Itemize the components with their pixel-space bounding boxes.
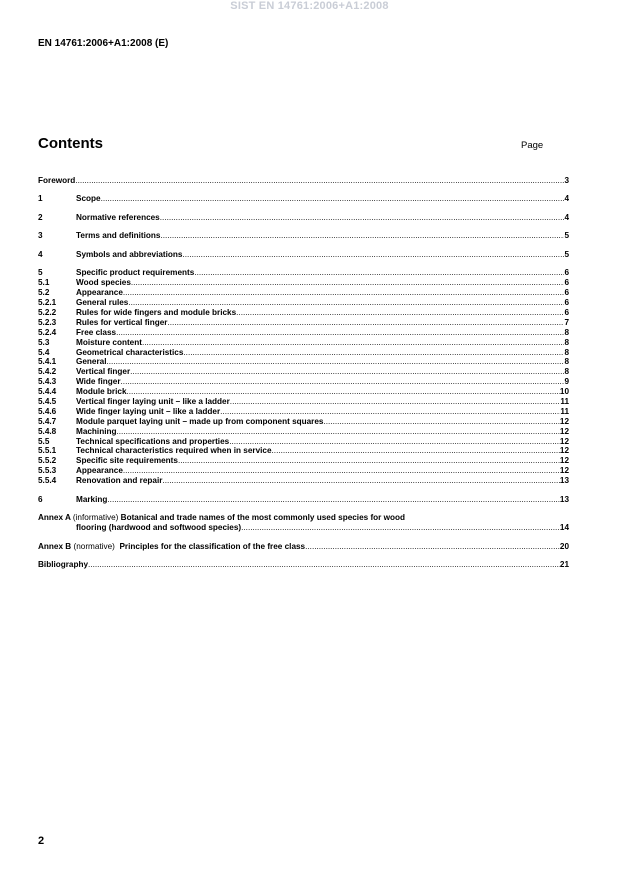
toc-entry-annex-b[interactable] [38,542,569,552]
toc-entry-title: Vertical finger laying unit – like a ladder [76,397,230,406]
toc-entry[interactable] [38,437,569,447]
toc-entry-title: Wide finger laying unit – like a ladder [76,406,221,416]
toc-entry-title: Free class [76,327,117,337]
annex-label: Annex B [38,541,72,551]
toc-entry[interactable] [38,357,569,367]
toc-entry-title: Appearance [76,466,123,476]
toc-entry-title: Module brick [76,387,127,397]
annex-label: Annex A [38,513,71,523]
toc-entry-page: 9 [564,377,569,387]
toc-entry-page: 6 [564,268,569,278]
toc-entry-number: 1 [38,194,43,204]
toc-leader-dots [116,328,564,338]
toc-leader-dots [107,495,559,505]
toc-entry[interactable] [38,308,569,318]
toc-entry[interactable] [38,318,569,328]
toc-entry-page: 12 [559,416,569,426]
toc-leader-dots [178,456,560,466]
toc-entry-page: 6 [564,298,569,308]
toc-entry[interactable] [38,397,569,407]
toc-entry[interactable] [38,476,569,486]
toc-entry-number: 5.4 [38,347,50,357]
toc-entry-page: 12 [559,466,569,476]
toc-entry-title: General [76,357,107,367]
toc-entry-number: 2 [38,212,43,222]
toc-entry-title: Normative references [76,212,160,222]
toc-entry[interactable] [38,250,569,260]
toc-entry-number: 5.2 [38,288,50,298]
toc-entry[interactable] [38,417,569,427]
toc-leader-dots [160,213,565,223]
toc-entry[interactable] [38,288,569,298]
toc-entry-page: 3 [564,176,569,185]
toc-entry-title: Symbols and abbreviations [76,249,183,259]
toc-leader-dots [131,278,565,288]
toc-entry-page: 8 [564,327,569,337]
toc-leader-dots [142,338,564,348]
toc-entry[interactable] [38,231,569,241]
watermark-text: SIST EN 14761:2006+A1:2008 [230,0,389,12]
toc-entry-page: 8 [564,367,569,377]
toc-entry[interactable] [38,278,569,288]
toc-entry-number: 5.2.3 [38,317,57,327]
toc-leader-dots [229,437,560,447]
toc-entry-page: 6 [564,278,569,288]
toc-entry[interactable] [38,387,569,397]
toc-entry-page: 13 [559,476,569,486]
toc-entry-title: Technical specifications and properties [76,436,230,446]
toc-entry[interactable] [38,407,569,417]
toc-entry-title: Module parquet laying unit – made up from component squares [76,416,324,426]
toc-entry-number: 5.3 [38,337,50,347]
toc-entry[interactable] [38,268,569,278]
toc-entry-page: 12 [559,456,569,466]
toc-entry[interactable] [38,367,569,377]
toc-entry-title: Marking [76,494,108,504]
toc-leader-dots [194,268,564,278]
toc-leader-dots [220,407,560,417]
toc-leader-dots [182,250,564,260]
annex-kind: (normative) [73,541,115,551]
toc-entry-foreword[interactable] [38,176,569,186]
toc-entry-page: 8 [564,337,569,347]
toc-leader-dots [272,446,560,456]
toc-leader-dots [101,194,565,204]
toc-leader-dots [162,476,559,486]
toc-entry-bibliography[interactable] [38,560,569,570]
toc-entry-number: 5.5.2 [38,456,57,466]
toc-entry[interactable] [38,456,569,466]
toc-entry-title: Rules for vertical finger [76,317,168,327]
toc-entry-title: Technical characteristics required when in service [76,446,272,456]
toc-leader-dots [183,348,564,358]
toc-entry-title: Wood species [76,278,131,288]
toc-entry-title: Moisture content [76,337,142,347]
toc-entry-title: Bibliography [38,560,89,569]
toc-entry-title: Geometrical characteristics [76,347,184,357]
toc-entry-page: 4 [564,194,569,204]
toc-leader-dots [116,427,559,437]
toc-entry-number: 5.5.4 [38,476,57,486]
toc-entry-number: 5.4.7 [38,416,57,426]
toc-leader-dots [130,367,564,377]
toc-entry-page: 13 [559,494,569,504]
toc-entry-page: 7 [564,317,569,327]
annex-title: Principles for the classification of the free class [119,541,306,551]
toc-leader-dots [123,288,565,298]
toc-leader-dots [127,387,560,397]
toc-entry[interactable] [38,427,569,437]
toc-leader-dots [160,231,564,241]
toc-entry-page: 12 [559,446,569,456]
toc-entry-number: 5.4.3 [38,377,57,387]
toc-entry-annex-a[interactable] [38,513,569,533]
toc-entry-title: Renovation and repair [76,476,163,486]
page-number: 2 [38,835,45,847]
toc-entry-number: 3 [38,231,43,241]
toc-entry-number: 5 [38,268,43,278]
toc-entry-page: 8 [564,347,569,357]
toc-entry-page: 6 [564,288,569,298]
toc-entry-page: 12 [559,426,569,436]
annex-title-line2: flooring (hardwood and softwood species) [76,523,242,532]
toc-entry-number: 5.4.4 [38,387,57,397]
toc-leader-dots [236,308,564,318]
toc-entry-title: Foreword [38,176,76,185]
toc-entry[interactable] [38,213,569,223]
toc-entry-number: 5.4.5 [38,397,57,406]
document-identifier: EN 14761:2006+A1:2008 (E) [38,38,169,49]
toc-leader-dots [107,357,565,367]
toc-entry-page: 5 [564,231,569,241]
toc-entry[interactable] [38,466,569,476]
toc-entry[interactable] [38,495,569,505]
toc-entry-page: 11 [560,397,569,406]
toc-leader-dots [128,298,564,308]
toc-entry-page: 8 [564,357,569,367]
toc-entry-title: Rules for wide fingers and module bricks [76,307,237,317]
toc-entry-page: 10 [559,387,569,397]
toc-leader-dots [167,318,564,328]
toc-entry-page: 12 [559,436,569,446]
toc-entry-number: 5.4.1 [38,357,57,367]
annex-kind: (informative) [72,513,119,523]
toc-entry[interactable] [38,446,569,456]
toc-entry-number: 5.2.1 [38,298,57,308]
toc-entry-page: 20 [559,541,569,551]
toc-leader-dots [241,523,560,533]
toc-entry-number: 5.5.3 [38,466,57,476]
annex-title-line1: Botanical and trade names of the most commonly used species for wood [120,513,406,523]
toc-entry[interactable] [38,338,569,348]
toc-leader-dots [121,377,565,387]
toc-entry-title: Vertical finger [76,367,131,377]
table-of-contents [38,176,569,570]
toc-entry-number: 5.5 [38,436,50,446]
toc-entry-number: 5.4.6 [38,406,57,416]
toc-entry-title: Specific site requirements [76,456,178,466]
toc-entry-number: 5.4.2 [38,367,57,377]
toc-leader-dots [88,560,560,570]
toc-entry[interactable] [38,377,569,387]
toc-entry-number: 5.1 [38,278,50,288]
toc-entry-page: 5 [564,249,569,259]
toc-entry-page: 11 [560,406,569,416]
toc-leader-dots [323,417,559,427]
toc-entry-title: Terms and definitions [76,231,161,241]
toc-leader-dots [123,466,560,476]
toc-entry-title: Specific product requirements [76,268,195,278]
toc-entry-page: 6 [564,307,569,317]
toc-entry-title: Appearance [76,288,123,298]
toc-entry-page: 4 [564,212,569,222]
toc-leader-dots [75,176,564,186]
page-column-label: Page [521,140,544,151]
toc-entry-title: Machining [76,426,117,436]
toc-leader-dots [230,397,561,407]
toc-entry-number: 5.4.8 [38,426,57,436]
toc-entry-title: General rules [76,298,129,308]
toc-entry-title: Wide finger [76,377,121,387]
toc-entry-title: Scope [76,194,101,204]
toc-entry-page: 14 [559,523,569,532]
toc-entry-number: 5.5.1 [38,446,57,456]
toc-entry[interactable] [38,328,569,338]
toc-leader-dots [305,542,560,552]
toc-entry[interactable] [38,348,569,358]
toc-entry-page: 21 [559,560,569,569]
toc-entry[interactable] [38,298,569,308]
contents-heading: Contents [38,135,103,152]
toc-entry-number: 6 [38,494,43,504]
toc-entry[interactable] [38,194,569,204]
toc-entry-number: 5.2.4 [38,327,57,337]
toc-entry-number: 5.2.2 [38,307,57,317]
toc-entry-number: 4 [38,249,43,259]
